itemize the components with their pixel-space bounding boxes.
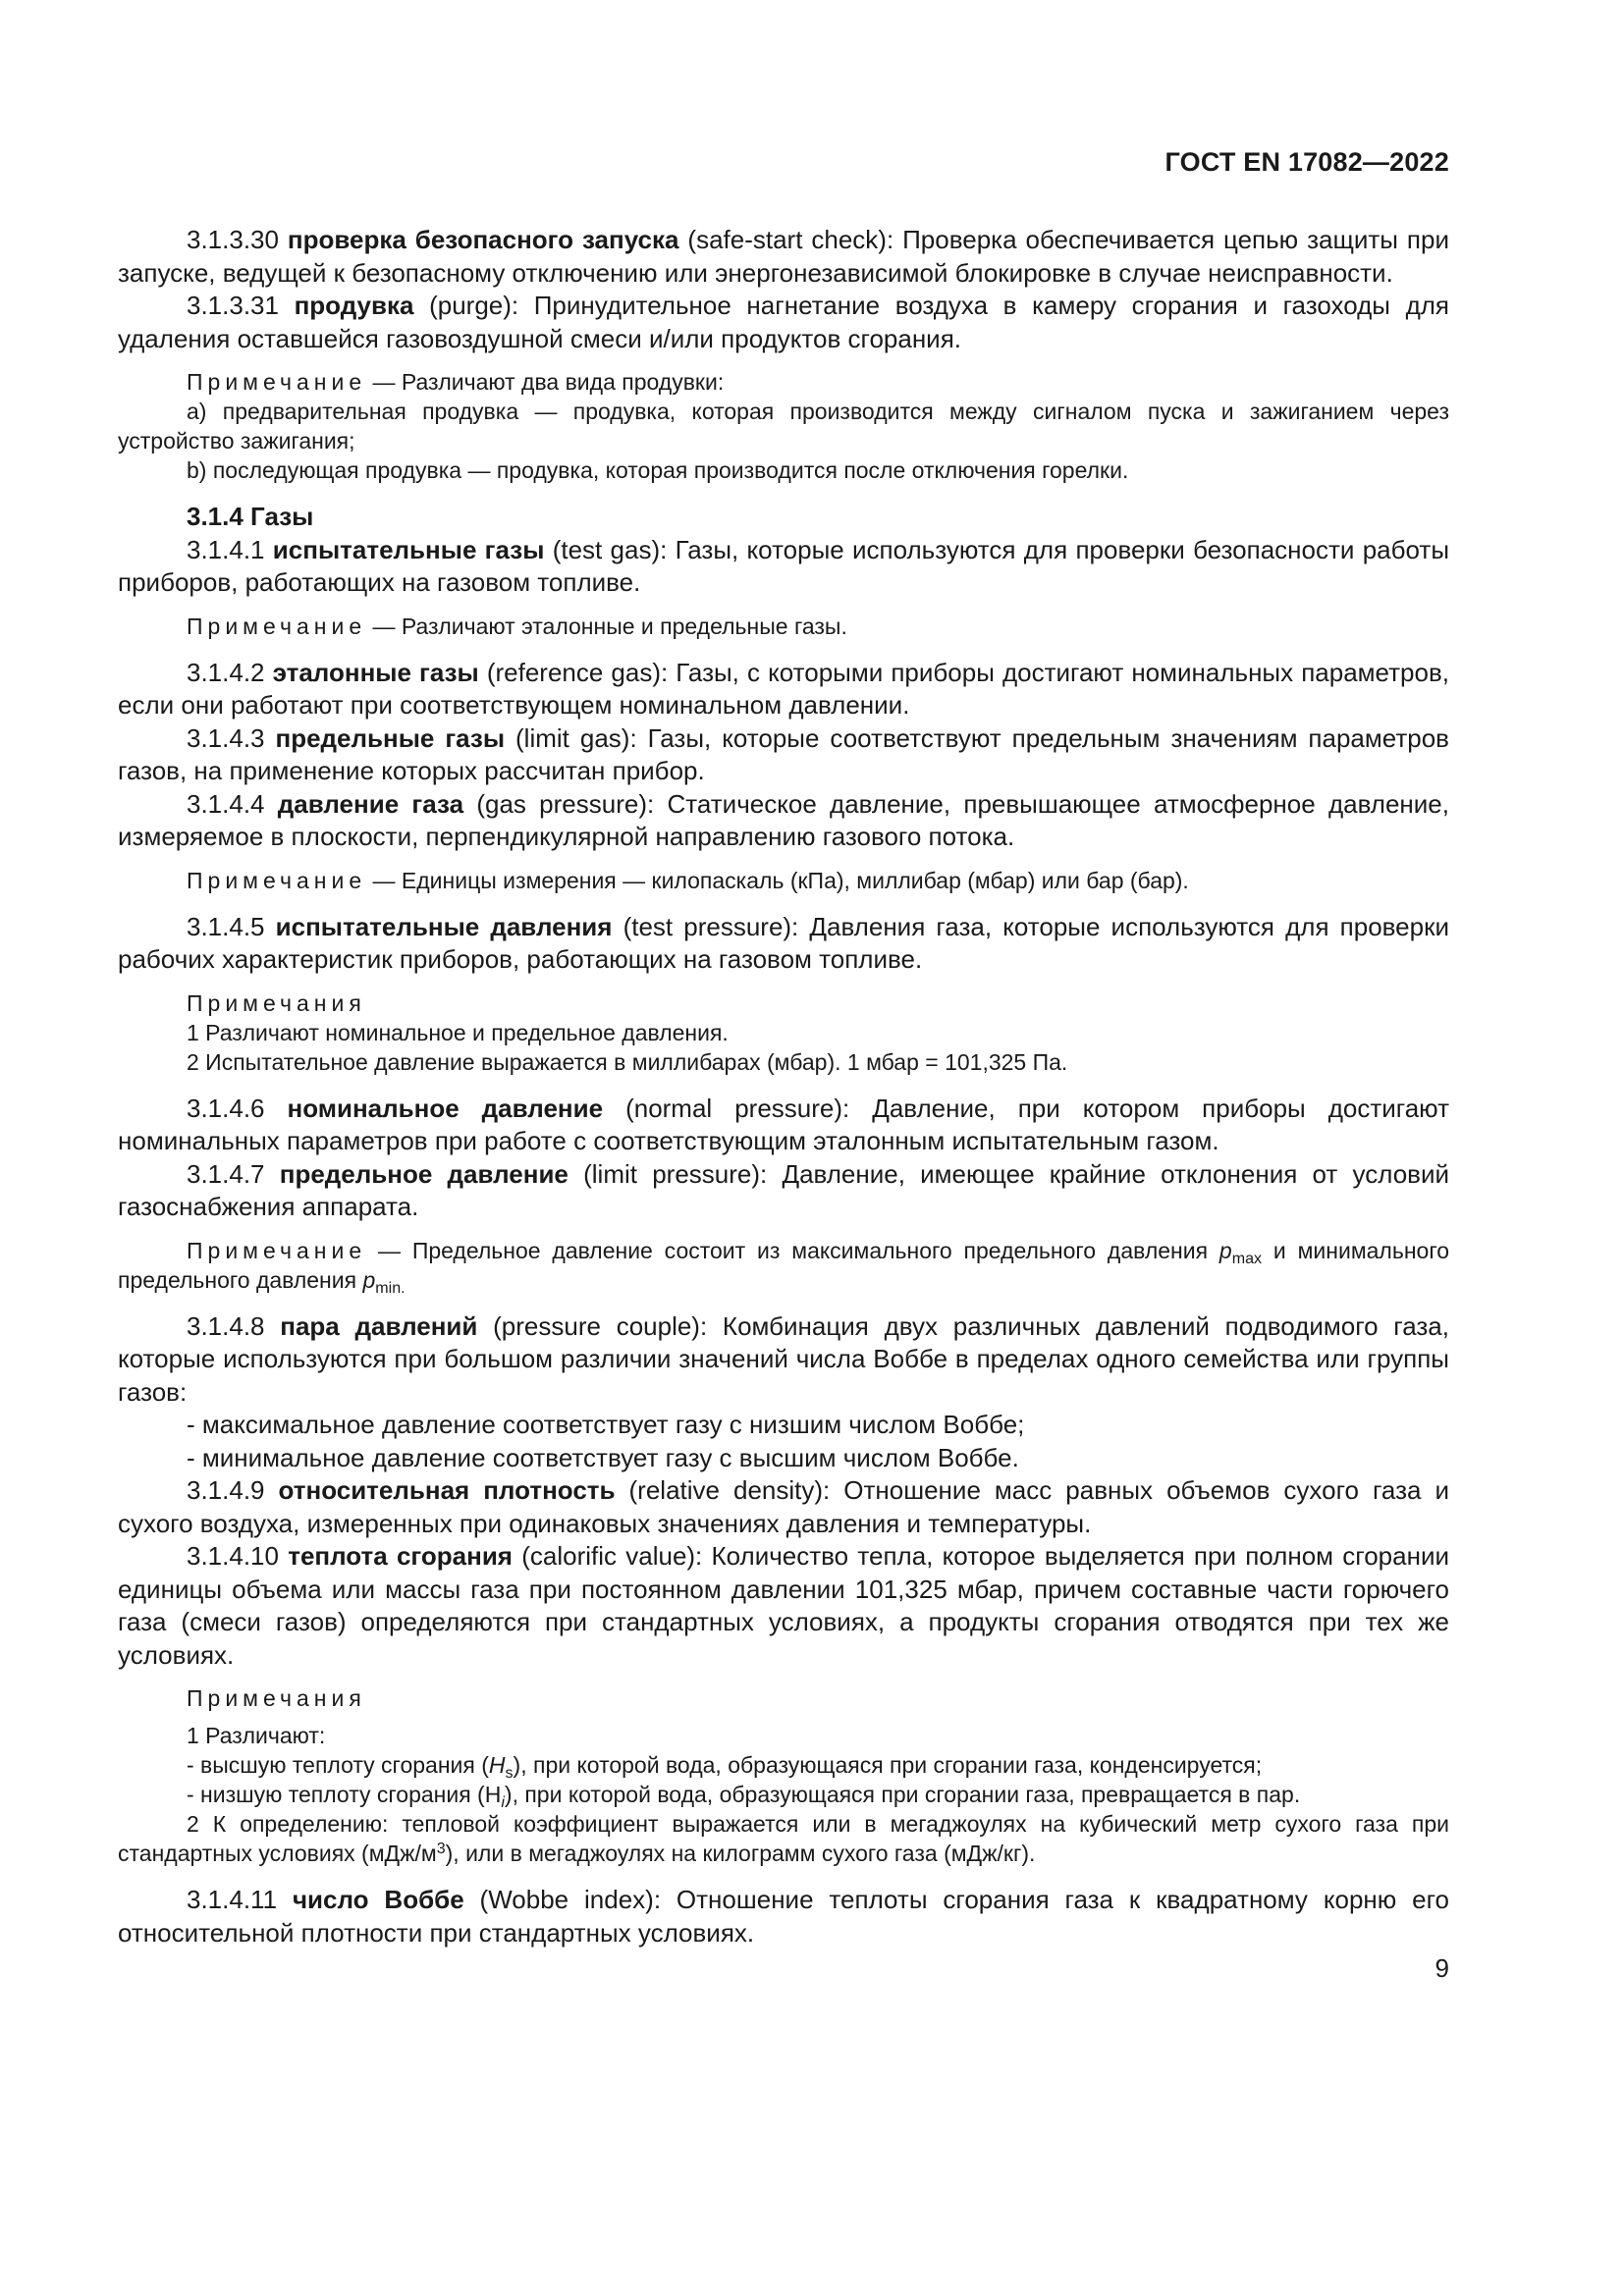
term: испытательные давления [275,911,613,941]
note-item-1: 1 Различают: [187,1723,326,1748]
notes-label: Примечания [187,989,366,1016]
note-item-1: 1 Различают номинальное и предельное давления. [187,1019,729,1045]
term: пара давлений [280,1310,478,1341]
term: предельное давление [279,1158,568,1189]
note-label: Примечание [187,369,367,395]
clause-3-1-4-7: 3.1.4.7 предельное давление (limit pressure): Давление, имеющее крайние отклонения от условий газоснабжения аппарата. [118,1158,1450,1221]
note-item-hs: - высшую теплоту сгорания $(H_s)$, при которой вода, образующаяся при сгорании газа, конденсируется; [187,1752,1263,1782]
note-item-a: a) предварительная продувка — продувка, которая производится между сигналом пуска и зажиганием через устройство зажигания; [118,399,1449,454]
term: относительная плотность [278,1475,616,1505]
page-number: 9 [1435,1953,1449,1983]
clause-3-1-4-1: 3.1.4.1 испытательные газы (test gas): Газы, которые используются для проверки безопасности работы приборов, работающих на газовом топливе. [118,534,1450,597]
note-label: Примечание [187,1237,367,1263]
note-limit-pressure: Примечание — Предельное давление состоит из максимального предельного давления $p_{max}$ и минимального предельного давления $p_{min.}$ [118,1237,1449,1297]
term: давление газа [277,788,464,819]
note-test-gas: Примечание — Различают эталонные и предельные газы. [187,613,847,639]
note-label: Примечание [187,613,367,639]
list-item: - максимальное давление соответствует газу с низшим числом Воббе; [187,1410,1025,1439]
term: испытательные газы [272,534,545,564]
document-header: ГОСТ EN 17082—2022 [1164,147,1449,177]
clause-3-1-4-9: 3.1.4.9 относительная плотность (relative density): Отношение масс равных объемов сухого газа и сухого воздуха, измеренных при одинаковых значениях давления и температуры. [118,1475,1449,1538]
term: теплота сгорания [288,1541,513,1571]
term: проверка безопасного запуска [287,225,679,254]
term: продувка [294,291,414,320]
note-item-hi: - низшую теплоту сгорания $(H_i)$, при которой вода, образующаяся при сгорании газа, превращается в пар. [187,1782,1301,1811]
clause-3-1-4-6: 3.1.4.6 номинальное давление (normal pressure): Давление, при котором приборы достигают номинальных параметров при работе с соответствующим эталонным испытательным газом. [118,1093,1450,1155]
clause-3-1-4-4: 3.1.4.4 давление газа (gas pressure): Статическое давление, превышающее атмосферное давление, измеряемое в плоскости, перпендикулярной направлению газового потока. [118,788,1449,851]
list-item: - минимальное давление соответствует газу с высшим числом Воббе. [187,1442,1019,1472]
note-item-2: 2 К определению: тепловой коэффициент выражается или в мегаджоулях на кубический метр сухого газа при стандартных условиях $(мДж/м^3)$, или в мегаджоулях на килограмм сухого газа (мДж/кг). [118,1811,1449,1866]
clause-3-1-3-30: 3.1.3.30 проверка безопасного запуска (safe-start check): Проверка обеспечивается цепью защиты при запуске, ведущей к безопасному отключению или энергонезависимой блокировке в случае неисправности. [118,225,1449,288]
note-item-b: b) последующая продувка — продувка, которая производится после отключения горелки. [187,457,1129,483]
notes-label: Примечания [187,1685,366,1711]
note-purge: Примечание — Различают два вида продувки: a) предварительная продувка — продувка, которая производится между сигналом пуска и зажиганием через устройство зажигания; b) последующая продувка — продувка, которая производится после отключения горелки. [118,369,1449,483]
term: число Воббе [292,1885,464,1914]
notes-test-pressure [118,988,1449,1077]
clause-3-1-4-11: 3.1.4.11 число Воббе (Wobbe index): Отношение теплоты сгорания газа к квадратному корню его относительной плотности при стандартных условиях. [118,1885,1449,1948]
term: предельные газы [275,722,506,753]
term: эталонные газы [272,657,479,687]
notes-calorific-value [118,1683,1449,1868]
clause-3-1-4-2: 3.1.4.2 эталонные газы (reference gas): Газы, с которыми приборы достигают номинальных параметров, если они работают при соответствующем номинальном давлении. [118,657,1449,720]
note-units: Примечание — Единицы измерения — килопаскаль (кПа), миллибар (мбар) или бар (бар). [187,867,1189,893]
clause-3-1-4-5: 3.1.4.5 испытательные давления (test pressure): Давления газа, которые используются для проверки рабочих характеристик приборов, работающих на газовом топливе. [118,911,1449,974]
term: номинальное давление [287,1093,604,1123]
clause-3-1-4-3: 3.1.4.3 предельные газы (limit gas): Газы, которые соответствуют предельным значениям параметров газов, на применение которых рассчитан прибор. [118,722,1449,785]
document-body [118,224,1449,1949]
clause-3-1-3-31: 3.1.3.31 продувка (purge): Принудительное нагнетание воздуха в камеру сгорания и газоходы для удаления оставшейся газовоздушной смеси и/или продуктов сгорания. [118,291,1449,353]
note-label: Примечание [187,867,367,893]
section-heading-gases: 3.1.4 Газы [187,502,314,531]
clause-3-1-4-10: 3.1.4.10 теплота сгорания (calorific value): Количество тепла, которое выделяется при полном сгорании единицы объема или массы газа при постоянном давлении 101,325 мбар, причем составные части горючего газа (смеси газов) определяются при стандартных условиях, а продукты сгорания отводятся при тех же условиях. [118,1541,1449,1670]
clause-3-1-4-8: 3.1.4.8 пара давлений (pressure couple): Комбинация двух различных давлений подводимого газа, которые используются при большом различии значений числа Воббе в пределах одного семейства или группы газов: [118,1310,1449,1407]
note-item-2: 2 Испытательное давление выражается в миллибарах (мбар). 1 мбар = 101,325 Па. [187,1048,1068,1075]
